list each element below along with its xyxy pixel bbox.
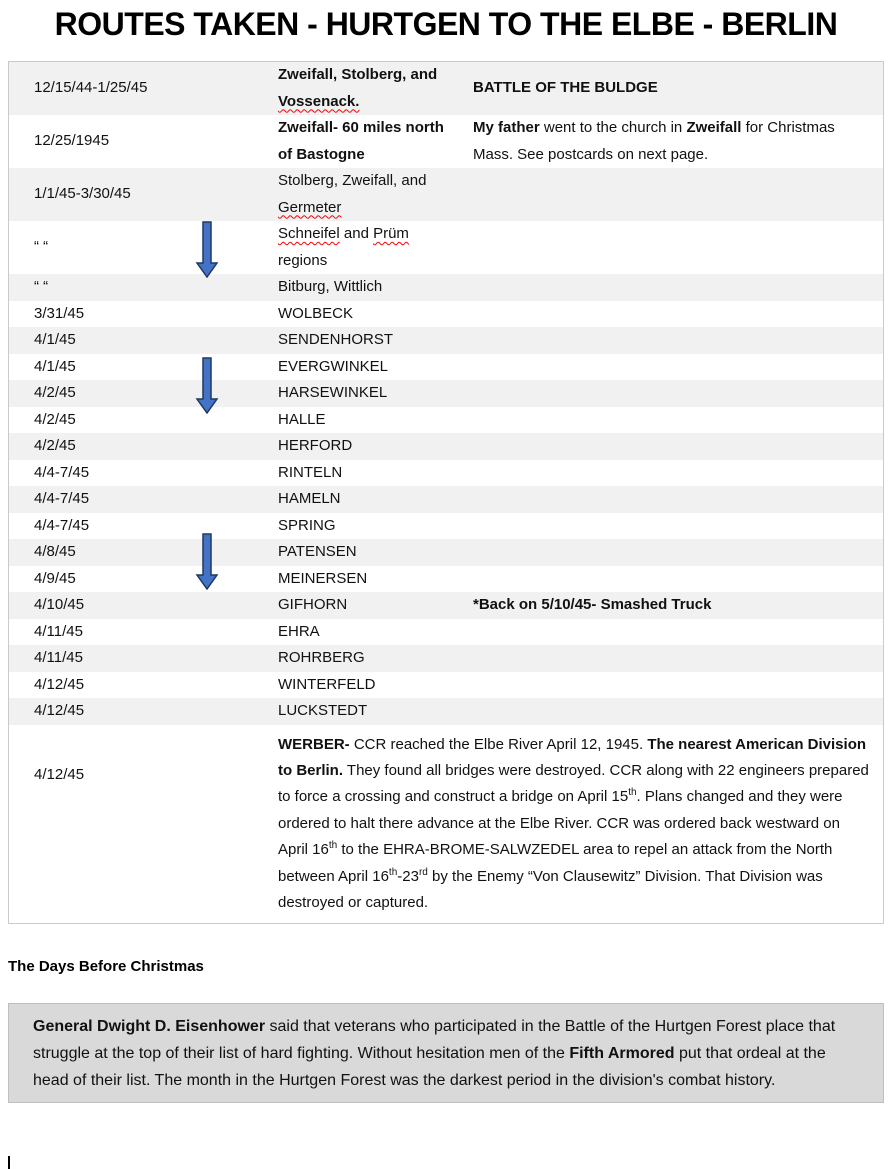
date-cell: 4/12/45 — [34, 765, 85, 783]
quote-block — [8, 1003, 884, 1103]
date-cell: 12/25/1945 — [34, 132, 110, 150]
paragraph-text: by the Enemy “Von Clausewitz” Division. That Division was destroyed or captured. — [278, 867, 823, 911]
date-cell: 4/1/45 — [34, 357, 76, 375]
note-text: Zweifall — [686, 119, 742, 137]
date-cell: 4/11/45 — [34, 622, 83, 640]
superscript-text: th — [388, 866, 398, 878]
table-row — [9, 698, 883, 725]
date-cell: 4/4-7/45 — [34, 463, 90, 481]
table-row — [9, 672, 883, 699]
superscript-text: th — [328, 840, 338, 852]
date-cell: 4/1/45 — [34, 331, 76, 349]
table-row — [9, 62, 883, 115]
table-row — [9, 274, 883, 301]
date-cell: 4/12/45 — [34, 702, 85, 720]
note-cell: *Back on 5/10/45- Smashed Truck — [473, 596, 712, 614]
table-row — [9, 460, 883, 487]
location-cell: MEINERSEN — [278, 569, 368, 587]
location-cell: PATENSEN — [278, 543, 357, 561]
paragraph-text: The nearest American Division to Berlin. — [278, 735, 867, 779]
location-cell — [269, 168, 464, 221]
date-cell: 4/11/45 — [34, 649, 83, 667]
table-row — [9, 486, 883, 513]
quote-text: General Dwight D. Eisenhower — [33, 1018, 266, 1036]
text-cursor — [8, 1156, 10, 1169]
location-cell: GIFHORN — [278, 596, 348, 614]
note-text: My father — [473, 119, 540, 137]
down-arrow-icon[interactable] — [195, 221, 219, 278]
date-cell: 4/2/45 — [34, 384, 76, 402]
quote-text: Fifth Armored — [569, 1045, 675, 1063]
werber-paragraph-cell — [269, 725, 883, 924]
date-cell: 12/15/44-1/25/45 — [34, 79, 148, 97]
location-cell: HALLE — [278, 410, 326, 428]
table-row — [9, 513, 883, 540]
date-cell: 3/31/45 — [34, 304, 85, 322]
location-text: and — [339, 225, 374, 243]
paragraph-text: They found all bridges were destroyed. CCR along with 22 engineers prepared to force a crossing and construct a bridge on April 15 — [278, 761, 869, 806]
date-cell: 4/4-7/45 — [34, 490, 90, 508]
date-cell: “ “ — [34, 278, 49, 296]
location-cell: LUCKSTEDT — [278, 702, 368, 720]
date-cell: 4/12/45 — [34, 675, 85, 693]
location-text: regions — [278, 251, 328, 269]
location-text: Zweifall, Stolberg, and — [278, 66, 438, 84]
location-cell: EHRA — [278, 622, 320, 640]
table-row — [9, 433, 883, 460]
table-row — [9, 725, 883, 924]
date-cell: 4/10/45 — [34, 596, 85, 614]
location-cell: Zweifall- 60 miles north of Bastogne — [278, 119, 444, 163]
table-row — [9, 168, 883, 221]
down-arrow-icon[interactable] — [195, 533, 219, 590]
location-cell: ROHRBERG — [278, 649, 365, 667]
date-cell: 1/1/45-3/30/45 — [34, 185, 131, 203]
routes-table-wrapper — [8, 61, 884, 924]
note-cell: BATTLE OF THE BULDGE — [473, 79, 658, 97]
location-cell — [269, 62, 464, 115]
location-cell: SPRING — [278, 516, 336, 534]
table-row — [9, 301, 883, 328]
paragraph-text: . Plans changed and they were ordered to halt there advance at the Elbe River. CCR was ordered back westward on April 16 — [278, 788, 843, 859]
date-cell: 4/8/45 — [34, 543, 76, 561]
date-cell: 4/2/45 — [34, 437, 76, 455]
paragraph-text: CCR reached the Elbe River April 12, 1945. — [349, 735, 648, 753]
date-cell: “ “ — [34, 238, 49, 256]
misspelled-word: Prüm — [373, 225, 409, 243]
misspelled-word: Vossenack. — [278, 92, 360, 110]
date-cell: 4/2/45 — [34, 410, 76, 428]
misspelled-word: Germeter — [278, 198, 342, 216]
location-cell: EVERGWINKEL — [278, 357, 389, 375]
table-row — [9, 354, 883, 381]
location-cell: HARSEWINKEL — [278, 384, 388, 402]
down-arrow-icon[interactable] — [195, 357, 219, 414]
table-row — [9, 566, 883, 593]
table-row — [9, 115, 883, 168]
date-cell: 4/4-7/45 — [34, 516, 90, 534]
section-heading: The Days Before Christmas — [8, 958, 204, 976]
location-cell: Bitburg, Wittlich — [278, 278, 383, 296]
note-cell — [464, 115, 883, 168]
quote-text: put that ordeal at the head of their list. The month in the Hurtgen Forest was the darkest period in the division's combat history. — [33, 1045, 826, 1090]
paragraph-text: to the EHRA-BROME-SALWZEDEL area to repel an attack from the North between April 16 — [278, 841, 833, 885]
table-row — [9, 619, 883, 646]
location-cell: HAMELN — [278, 490, 341, 508]
location-cell: WINTERFELD — [278, 675, 376, 693]
table-row — [9, 380, 883, 407]
location-cell: WOLBECK — [278, 304, 354, 322]
table-row — [9, 592, 883, 619]
table-row — [9, 539, 883, 566]
location-cell: HERFORD — [278, 437, 353, 455]
superscript-text: th — [628, 787, 637, 799]
page-title: ROUTES TAKEN - HURTGEN TO THE ELBE - BERLIN — [54, 6, 838, 42]
location-cell: SENDENHORST — [278, 331, 394, 349]
table-row — [9, 407, 883, 434]
paragraph-text: WERBER- — [278, 735, 350, 753]
location-text: Stolberg, Zweifall, and — [278, 172, 427, 190]
superscript-text: rd — [418, 866, 428, 878]
paragraph-text: -23 — [397, 867, 419, 885]
date-cell: 4/9/45 — [34, 569, 76, 587]
table-row — [9, 221, 883, 274]
note-text: went to the church in — [539, 119, 687, 137]
location-cell: RINTELN — [278, 463, 343, 481]
misspelled-word: Schneifel — [278, 225, 340, 243]
routes-table — [8, 61, 884, 924]
quote-text: said that veterans who participated in the Battle of the Hurtgen Forest place that struggle at the top of their list of hard fighting. Without hesitation men of the — [33, 1018, 836, 1063]
note-text: for Christmas Mass. See postcards on next page. — [473, 119, 835, 163]
table-row — [9, 645, 883, 672]
location-cell — [269, 221, 464, 274]
table-row — [9, 327, 883, 354]
